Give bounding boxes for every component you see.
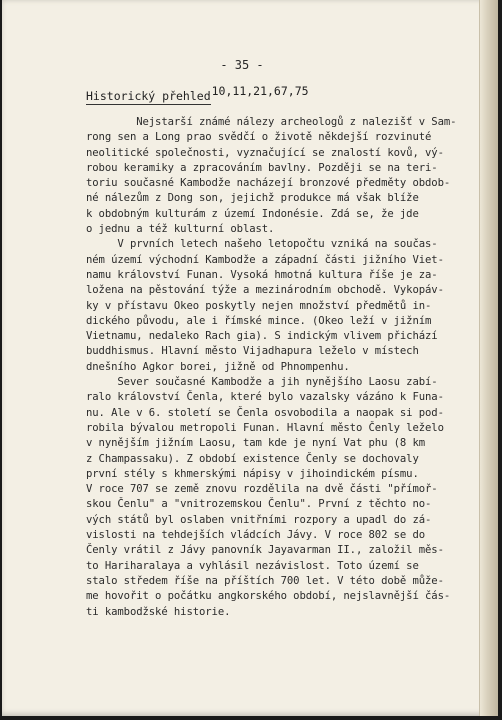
- text-line: rong sen a Long prao svědčí o životě někdejší rozvinuté: [86, 131, 432, 144]
- text-line: Nejstarší známé nálezy archeologů z nalezišť v Sam-: [86, 116, 457, 128]
- text-line: ralo království Čenla, které bylo vazalsky vázáno k Funa-: [86, 391, 444, 404]
- text-line: né nálezům z Dong son, jejichž produkce má však blíže: [86, 192, 419, 205]
- text-line: o jednu a též kulturní oblast.: [86, 223, 275, 236]
- document-page: [2, 0, 498, 716]
- text-line: skou Čenlu" a "vnitrozemskou Čenlu". První z těchto no-: [86, 498, 432, 511]
- text-line: ti kambodžské historie.: [86, 605, 231, 618]
- paragraph-2: [86, 237, 462, 375]
- paragraph-3: [86, 375, 462, 620]
- text-line: v nynějším jižním Laosu, tam kde je nyní Vat phu (8 km: [86, 437, 426, 450]
- text-line: nu. Ale v 6. století se Čenla osvobodila a naopak si pod-: [86, 406, 444, 419]
- text-line: dnešního Agkor borei, jižně od Phnompenhu.: [86, 360, 350, 373]
- text-line: z Champassaku). Z období existence Čenly se dochovaly: [86, 452, 419, 465]
- page-edge: [479, 0, 498, 716]
- text-line: vislosti na tehdejších vládcích Jávy. V roce 802 se do: [86, 529, 426, 542]
- text-line: Vietnamu, nedaleko Rach gia). S indickým vlivem přichází: [86, 330, 438, 343]
- text-line: ložena na pěstování týže a mezinárodním obchodě. Vykopáv-: [86, 284, 444, 297]
- text-line: vých států byl oslaben vnitřními rozpory a upadl do zá-: [86, 513, 432, 526]
- text-line: V roce 707 se země znovu rozdělila na dvě části "přímoř-: [86, 483, 438, 496]
- text-line: to Hariharalaya a vyhlásil nezávislost. Toto území se: [86, 559, 419, 572]
- text-line: ném území východní Kambodže a západní části jižního Viet-: [86, 253, 444, 266]
- text-line: Sever současné Kambodže a jih nynějšího Laosu zabí-: [86, 376, 438, 389]
- text-line: buddhismus. Hlavní město Vijadhapura leželo v místech: [86, 345, 419, 358]
- text-line: namu království Funan. Vysoká hmotná kultura říše je za-: [86, 268, 438, 281]
- heading-references: 10,11,21,67,75: [211, 84, 309, 98]
- paragraph-1: [86, 115, 462, 237]
- text-line: robila bývalou metropoli Funan. Hlavní město Čenly leželo: [86, 421, 444, 434]
- text-line: dického původu, ale i římské mince. (Okeo leží v jižním: [86, 314, 432, 327]
- text-line: robou keramiky a zpracováním bavlny. Později se na teri-: [86, 161, 438, 174]
- text-line: stalo středem říše na příštích 700 let. V této době může-: [86, 574, 444, 587]
- text-line: Čenly vrátil z Jávy panovník Jayavarman II., založil měs-: [86, 544, 444, 557]
- page-number: - 35 -: [220, 58, 264, 72]
- text-line: první stély s khmerskými nápisy v jihoindickém písmu.: [86, 467, 419, 480]
- text-line: me hovořit o počátku angkorského období, nejslavnější čás-: [86, 590, 451, 603]
- body-text: [86, 115, 462, 620]
- text-line: V prvních letech našeho letopočtu vzniká na součas-: [86, 238, 438, 251]
- text-line: neolitické společnosti, vyznačující se znalostí kovů, vý-: [86, 146, 444, 159]
- text-line: ky v přístavu Okeo poskytly nejen množství předmětů in-: [86, 299, 432, 312]
- text-line: toriu současné Kambodže nacházejí bronzové předměty obdob-: [86, 177, 451, 190]
- section-heading: [86, 84, 309, 103]
- heading-text: Historický přehled: [86, 89, 211, 103]
- text-line: k obdobným kulturám z území Indonésie. Zdá se, že jde: [86, 207, 419, 220]
